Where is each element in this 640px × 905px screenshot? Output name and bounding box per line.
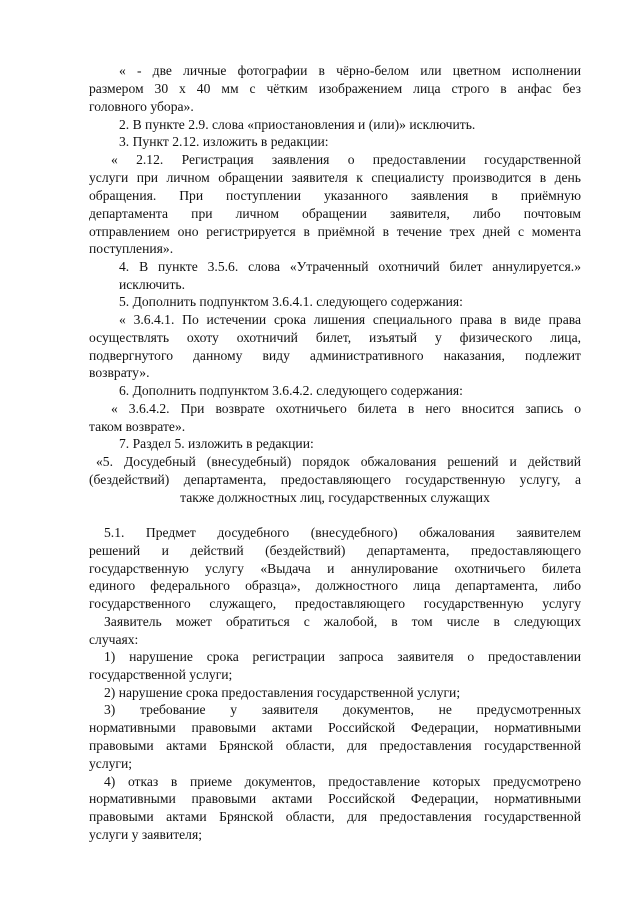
text-line: услуги; bbox=[89, 756, 133, 771]
text-line: исключить. bbox=[119, 277, 185, 292]
text-line: единого федерального образца», должностного лица департамента, либо bbox=[89, 578, 581, 593]
text-line: Заявитель может обратиться с жалобой, в том числе в следующих bbox=[104, 614, 581, 629]
text-line: отправлением оно регистрируется в приёмной в течение трех дней с момента bbox=[89, 224, 581, 239]
text-line: услуги у заявителя; bbox=[89, 827, 202, 842]
text-line: 4) отказ в приеме документов, предоставление которых предусмотрено bbox=[104, 774, 581, 789]
text-line: (бездействий) департамента, предоставляющего государственную услугу, а bbox=[89, 472, 581, 487]
text-line: департамента при личном обращении заявителя, либо почтовым bbox=[89, 206, 581, 221]
text-line: 5.1. Предмет досудебного (внесудебного) обжалования заявителем bbox=[104, 525, 581, 540]
text-line: 2. В пункте 2.9. слова «приостановления и (или)» исключить. bbox=[119, 117, 476, 132]
text-line: нормативными правовыми актами Российской Федерации, нормативными bbox=[89, 791, 581, 806]
text-line: « - две личные фотографии в чёрно-белом или цветном исполнении bbox=[119, 63, 581, 78]
text-line: « 3.6.4.1. По истечении срока лишения специального права в виде права bbox=[119, 312, 581, 327]
text-line: размером 30 х 40 мм с чётким изображением лица строго в анфас без bbox=[89, 81, 581, 96]
text-line: правовыми актами Брянской области, для предоставления государственной bbox=[89, 809, 581, 824]
text-line: услуги при личном обращении заявителя к специалисту производится в день bbox=[89, 170, 581, 185]
text-line: правовыми актами Брянской области, для предоставления государственной bbox=[89, 738, 581, 753]
text-line: нормативными правовыми актами Российской Федерации, нормативными bbox=[89, 720, 581, 735]
text-line: осуществлять охоту охотничий билет, изъятый у физического лица, bbox=[89, 330, 581, 345]
text-line: головного убора». bbox=[89, 99, 194, 114]
text-line: государственного служащего, предоставляющего государственную услугу bbox=[89, 596, 581, 611]
text-line: также должностных лиц, государственных служащих bbox=[180, 490, 490, 505]
text-line: 6. Дополнить подпунктом 3.6.4.2. следующего содержания: bbox=[119, 383, 463, 398]
text-line: 2) нарушение срока предоставления государственной услуги; bbox=[104, 685, 461, 700]
text-line: 5. Дополнить подпунктом 3.6.4.1. следующего содержания: bbox=[119, 294, 463, 309]
text-line: 7. Раздел 5. изложить в редакции: bbox=[119, 436, 314, 451]
text-line: обращения. При поступлении указанного заявления в приёмную bbox=[89, 188, 581, 203]
text-line: государственной услуги; bbox=[89, 667, 233, 682]
text-line: « 3.6.4.2. При возврате охотничьего билета в него вносится запись о bbox=[111, 401, 581, 416]
text-line: 3) требование у заявителя документов, не предусмотренных bbox=[104, 702, 581, 717]
text-line: государственную услугу «Выдача и аннулирование охотничьего билета bbox=[89, 561, 581, 576]
text-line: случаях: bbox=[89, 632, 139, 647]
text-line: таком возврате». bbox=[89, 419, 186, 434]
text-line: 3. Пункт 2.12. изложить в редакции: bbox=[119, 134, 329, 149]
text-line: возврату». bbox=[89, 365, 150, 380]
text-line: «5. Досудебный (внесудебный) порядок обжалования решений и действий bbox=[96, 454, 581, 469]
text-line: поступления». bbox=[89, 241, 174, 256]
text-line: 4. В пункте 3.5.6. слова «Утраченный охотничий билет аннулируется.» bbox=[119, 259, 581, 274]
text-line: подвергнутого данному виду административного наказания, подлежит bbox=[89, 348, 581, 363]
text-line: 1) нарушение срока регистрации запроса заявителя о предоставлении bbox=[104, 649, 581, 664]
text-line: решений и действий (бездействий) департамента, предоставляющего bbox=[89, 543, 581, 558]
text-line: « 2.12. Регистрация заявления о предоставлении государственной bbox=[111, 152, 581, 167]
